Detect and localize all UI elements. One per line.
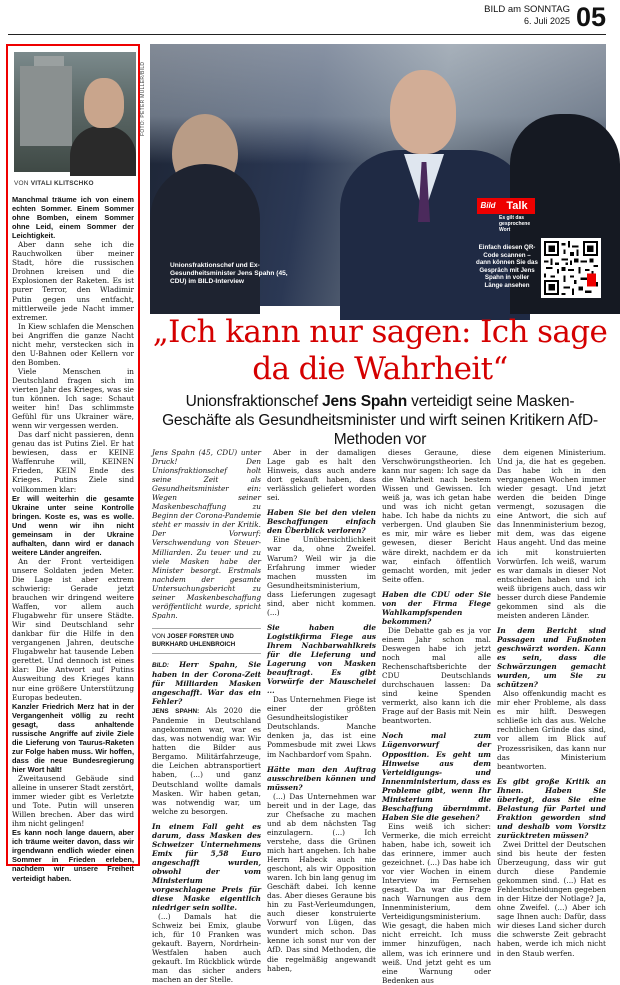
interview-text: Also offenkundig macht es mir eher Probleme, als dass es mir hilft. Deswegen schließe ich das aus. Welche rechtlichen Gründe das sind, vor allem im Blick auf Prozessrisiken, das kann nur das Ministerium beantworten.: [497, 689, 606, 771]
talk-slogan: Es gilt das gesprochene Wort: [499, 215, 531, 233]
article-authors: [152, 628, 261, 649]
interview-text: Herr Spahn, Sie haben in der Corona-Zeit für Milliarden Masken angeschafft. War das ein Fehler?: [152, 659, 261, 707]
interview-question: [267, 765, 376, 792]
interview-question: [497, 626, 606, 689]
interview-text: Eine Unübersichtlichkeit war da, ohne Zweifel. Warum? Weil wir ja die Erfahrung immer wieder machen mussten im Gesundheitsministerium, dass Lieferungen zugesagt sind, aber nicht kommen. (...): [267, 535, 376, 617]
article-headline: „Ich kann nur sagen: Ich sage da die Wahrheit“: [152, 314, 608, 387]
article-intro: Jens Spahn (45, CDU) unter Druck! Den Unionsfraktionschef holt seine Zeit als Gesundheitsminister ein: Wegen seiner Maskenbeschaffung zu Beginn der Corona-Pandemie steht er massiv in der Kritik. Der Vorwurf: Verschwendung von Steuer-Milliarden. Zu teuer und zu viele Masken habe der Minister besorgt. Erstmals nachdem der gesamte Untersuchungsbericht zu seiner Maskenbeschaffung veröffentlicht wurde, spricht Spahn.: [152, 448, 261, 620]
guest-column-paragraph: An der Front verteidigen unsere Soldaten jeden Meter. Die Lage ist aber extrem schwierig: Gerade jetzt brauchen wir dringend weitere Waffen, vor allem auch Flugabwehr für unsere Städte. Wir sind Deutschland sehr dankbar für die Hilfe in den vergangenen Jahren, deutsche Flugabwehr hat tausende Leben gerettet. Und dennoch ist eines klar: Die Antwort auf Putins Ausweitung des Krieges kann nur eine größere Unterstützung Europas bedeuten.: [12, 556, 134, 702]
guest-column-paragraph: Manchmal träume ich von einem echten Sommer. Einem Sommer ohne Bomben, einem Sommer ohne Leid, einem Sommer der Leichtigkeit.: [12, 195, 134, 241]
interview-answer: [497, 840, 606, 958]
qr-code-icon[interactable]: [541, 238, 601, 298]
guest-column-paragraph: In Kiew schlafen die Menschen bei Angriffen die ganze Nacht nicht mehr, verstecken sich in den U-Bahnen oder Kellern vor den Bomben.: [12, 321, 134, 367]
guest-column-text: [12, 195, 134, 883]
guest-column-paragraph: Das darf nicht passieren, denn genau das ist Putins Ziel. Er hat bewiesen, dass er KEINE Waffenruhe will, KEINEN Frieden, KEIN Ende des Krieges. Putins Ziele sind vollkommen klar:: [12, 430, 134, 494]
subhead-rest: verteidigt seine Masken-Geschäfte als Gesundheitsminister und wirft seinen Kritikern AfD-Methoden vor: [162, 393, 598, 448]
interview-text: Haben die CDU oder Sie von der Firma Fiege Wahlkampfspenden bekommen?: [382, 589, 491, 626]
subhead-prefix: Unionsfraktionschef: [185, 393, 318, 410]
interview-text: Hätte man den Auftrag ausschreiben können und müssen?: [267, 764, 376, 792]
page-number: 05: [575, 2, 606, 32]
interview-question: [382, 590, 491, 626]
article-column-1: [152, 448, 261, 985]
interview-question: [497, 777, 606, 840]
interview-text: In einem Fall geht es darum, dass Masken des Schweizer Unternehmens Emix für 5,58 Euro angeschafft wurden, obwohl der vom Ministerium vorgeschlagene Preis für diese Maske eigentlich niedriger sein sollte.: [152, 821, 261, 913]
interview-text: Aber in der damaligen Lage gab es halt den Hinweis, dass auch andere dort gekauft haben, dass verlässlich geliefert worden sei.: [267, 448, 376, 503]
authors-prefix: VON: [152, 632, 166, 640]
interview-text: Noch mal zum Lügenvorwurf der Opposition. Es geht um Hinweise aus dem Verteidigungs- und Innenministerium, dass es Probleme gibt, wenn Ihr Ministerium die Beschaffung übernimmt. Haben Sie die gesehen?: [382, 731, 491, 822]
interview-text: Eins weiß ich sicher: Vermerke, die mich erreicht haben, habe ich, soweit ich das erinnere, immer auch gezeichnet. (...) Das habe ich vor vier Wochen in einem Interview im Fernsehen gesagt. Da war die Frage nach Warnungen aus dem Innenministerium, dem Verteidigungsministerium. Wie gesagt, die haben mich nicht erreicht. Ich muss immer hinzufügen, nach allem, was ich erinnere und weiß. Und jetzt geht es um eine Warnung oder Bedenken aus: [382, 821, 491, 985]
interview-answer: [382, 626, 491, 726]
interview-question: [152, 822, 261, 912]
interview-answer: [382, 448, 491, 584]
guest-column-box: [6, 44, 140, 883]
guest-column-paragraph: Er will weiterhin die gesamte Ukraine unter seine Kontrolle bringen. Koste es, was es wolle. Und wenn wir ihn nicht gemeinsam in der Ukraine aufhalten, dann wird er danach weitere Länder angreifen.: [12, 493, 134, 557]
interview-text: Die Debatte gab es ja vor einem Jahr schon mal. Deswegen habe ich jetzt noch mal alle Rechenschaftsberichte der CDU Deutschlands durchschauen lassen: Da sind keine Spenden vermerkt, also kann ich die Frage auf der Basis mit Nein beantworten.: [382, 625, 491, 726]
article-column-4: [497, 448, 606, 958]
interview-question: [267, 508, 376, 535]
guest-column-paragraph: Zweitausend Gebäude sind alleine in unserer Stadt zerstört, immer wieder gibt es Verletzte und Tote. Putin will unseren Willen brechen. Aber das wird ihm nicht gelingen!: [12, 774, 134, 829]
photo-caption: Unionsfraktionschef und Ex-Gesundheitsminister Jens Spahn (45, CDU) im BILD-Interview: [170, 262, 288, 285]
article-column-3: [382, 448, 491, 985]
interview-answer: [267, 695, 376, 758]
authors-divider: [152, 653, 261, 654]
issue-date: 6. Juli 2025: [523, 16, 570, 26]
guest-column-paragraph: Kanzler Friedrich Merz hat in der Vergangenheit völlig zu recht gesagt, dass anhaltende russische Angriffe auf zivile Ziele die Lieferung von Taurus-Raketen zur Folge haben muss. Wir hoffen, dass die neue Bundesregierung hier Wort hält!: [12, 701, 134, 774]
interview-answer: [497, 689, 606, 770]
byline-name: VITALI KLITSCHKO: [30, 180, 94, 187]
talk-logo-text: Talk: [499, 198, 535, 214]
subhead-name: Jens Spahn: [322, 393, 408, 410]
speaker-label: JENS SPAHN:: [152, 708, 206, 716]
interview-answer: [152, 706, 261, 816]
article-column-2: [267, 448, 376, 973]
interview-text: Zwei Drittel der Deutschen sind bis heute der festen Überzeugung, dass wir gut durch diese Pandemie gekommen sind. (...) Hat es Fehlentscheidungen gegeben in der Hitze der Notlage? Ja, ohne Zweifel. (...) Aber ich sage Ihnen auch: Dafür, dass wir dieses Land sicher durch die schwerste Zeit gebracht haben, werde ich mich nicht in den Staub werfen.: [497, 839, 606, 958]
guest-column-paragraph: Aber dann sehe ich die Rauchwolken über meiner Stadt, höre die russischen Drohnen kreisen und die Explosionen der Raketen. Es ist purer Terror, den Wladimir Putin gegen uns entfacht, mittlerweile jede Nacht immer extremer.: [12, 240, 134, 322]
author-byline: [14, 180, 134, 187]
interview-question: [382, 731, 491, 821]
header-rule: [8, 34, 606, 35]
interview-text: Haben Sie bei den vielen Beschaffungen einfach den Überblick verloren?: [267, 508, 376, 536]
bild-talk-logo: [477, 196, 539, 232]
byline-prefix: VON: [14, 180, 29, 187]
guest-column-paragraph: Viele Menschen in Deutschland fragen sich im vierten Jahr des Krieges, was sie tun können. Ich sage: Schaut weiter hin! Das schlimmste Gefühl für uns Ukrainer wäre, wenn wir vergessen werden.: [12, 366, 134, 431]
interview-question: [152, 660, 261, 706]
authors-names: JOSEF FORSTER UND BURKHARD UHLENBROICH: [152, 632, 236, 648]
interview-text: Es gibt große Kritik an Ihnen. Haben Sie überlegt, dass Sie eine Belastung für Partei und Fraktion geworden sind und deshalb vom Vorsitz zurücktreten müssen?: [497, 776, 606, 840]
interview-text: Sie haben die Logistikfirma Fiege aus Ihrem Nachbarwahlkreis für die Lieferung und Lagerung von Masken beauftragt. Es gibt Vorwürfe der Mauschelei ...: [267, 622, 376, 696]
speaker-label: BILD:: [152, 661, 180, 669]
interview-text: In dem Bericht sind Passagen und Fußnoten geschwärzt worden. Kann es sein, dass die Schwärzungen gemacht wurden, um Sie zu schützen?: [497, 625, 606, 690]
interview-answer: [497, 448, 606, 620]
qr-instructions: Einfach diesen QR-Code scannen – dann können Sie das Gespräch mit Jens Spahn in voller Länge ansehen: [476, 244, 538, 289]
article-body: [152, 448, 606, 985]
interview-text: Das Unternehmen Fiege ist einer der größten Gesundheitslogistiker Deutschlands. Manche denken ja, das ist eine Pommesbude mit zwei Lkws im Nachbardorf vom Spahn.: [267, 695, 376, 759]
newspaper-name: BILD am SONNTAG: [484, 4, 570, 15]
photo-credit: FOTO: PETER MÜLLER/BILD: [140, 61, 146, 136]
article-subheadline: [152, 392, 608, 449]
interview-answer: [382, 822, 491, 985]
interview-answer: [267, 448, 376, 502]
interview-answer: [152, 912, 261, 984]
interview-answer: [267, 792, 376, 973]
interview-text: (...) Das Unternehmen war bereit und in der Lage, das zur Chefsache zu machen und ab dem nächsten Tag einzulagern. (...) Ich verstehe, dass die Grünen mich hart angehen. Ich habe Herrn Habeck auch nie geschont, als wir Opposition waren. Ich bin lang genug im Geschäft dabei. Ich kenne das. Aber dieses Geraune bis hin zu Fast-Verleumdungen, auch dieser konstruierte Vorwurf von Lügen, das wundert mich schon. Das kenne ich sonst nur von der AfD. Das sind Methoden, die die regelmäßig angewandt haben,: [267, 791, 376, 973]
guest-column-paragraph: Es kann noch lange dauern, aber ich träume weiter davon, dass wir irgendwann endlich wieder einen Sommer in Frieden erleben, nachdem wir unsere Freiheit verteidigt haben.: [12, 828, 134, 883]
interview-question: [267, 623, 376, 695]
interview-text: dem eigenen Ministerium. Und ja, die hat es gegeben. Das habe ich in den vergangenen Wochen immer wieder gesagt. Und jetzt werden die beiden Dinge vermengt, sozusagen die eine Antwort, die sich auf das Innenministerium bezog, mit dem, was das eigene Haus angeht. Und das meine ich mit konstruierten Vorwürfen. Ich weiß, warum es war damals in dieser Not entschieden haben und ich weiß übrigens auch, dass wir besser durch diese Pandemie gekommen sind als die meisten anderen Länder.: [497, 448, 606, 620]
interview-text: Als 2020 die Pandemie in Deutschland angekommen war, war es das, was notwendig war. Wir hatten die Bilder aus Bergamo. Militärfahrzeuge, die Leichen abtransportiert haben, (...) und ganz Deutschland wollte damals Masken. Wir haben getan, was notwendig war, um welche zu besorgen.: [152, 706, 261, 816]
interview-text: dieses Geraune, diese Verschwörungstheorien. Ich kann nur sagen: Ich sage da die Wahrheit nach bestem Wissen und Gewissen. Ich weiß ja, was ich getan habe und was ich nicht getan habe. Ich habe da nichts zu verbergen. Und glauben Sie es mir, mir wäre es lieber gewesen, dieser Bericht wäre direkt, nachdem er da war, einfach öffentlich gemacht worden, mit jeder Seite offen.: [382, 448, 491, 584]
author-photo: [14, 52, 136, 172]
interview-answer: [267, 535, 376, 616]
bild-logo-text: Bild: [477, 198, 499, 214]
interview-text: (...) Damals hat die Schweiz bei Emix, glaube ich, für 10 Franken was gekauft. Bayern, Nordrhein-Westfalen haben auch gekauft. Im Rückblick würde man das sicher anders machen an der Stelle.: [152, 912, 261, 985]
